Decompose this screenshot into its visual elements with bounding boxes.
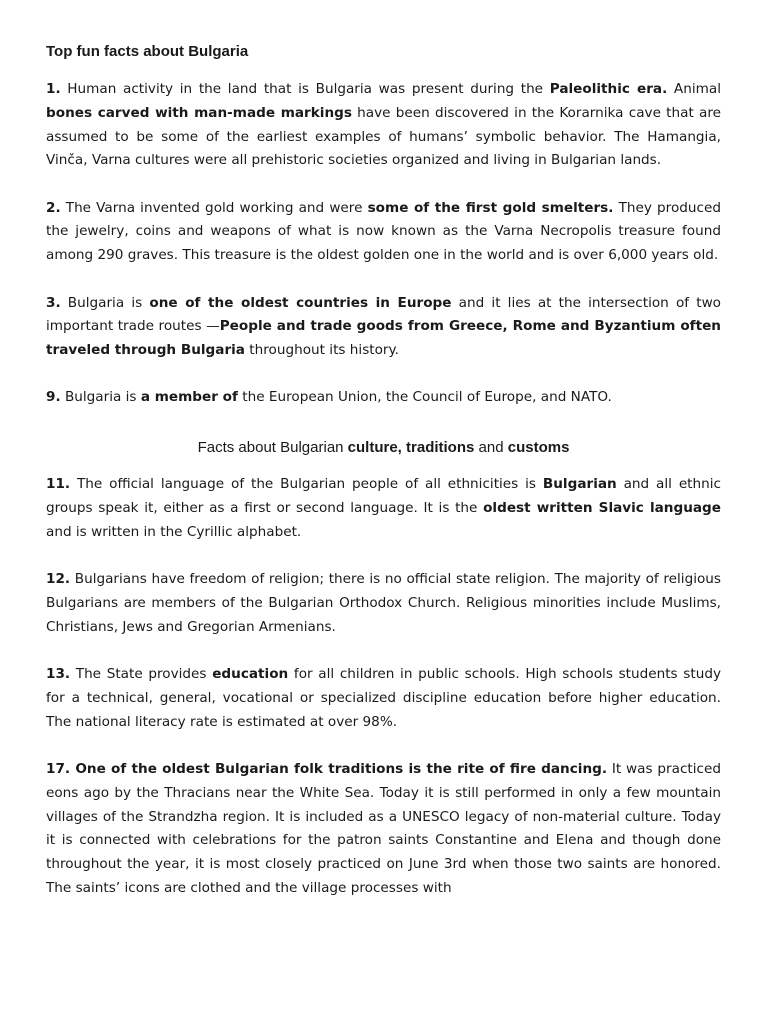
fact-text-bold: Bulgarian [542, 476, 617, 493]
section-heading [46, 436, 721, 460]
fact-text: have been discovered in the Korarnika cave that are assumed to be some of the earliest examples of humans’ symbolic behavior. The Hamangia, Vinča, Varna cultures were all prehistoric societies organized and living in Bulgarian lands. [46, 104, 721, 169]
fact-paragraph [46, 78, 721, 173]
section-heading-part: and [474, 439, 508, 457]
fact-number: 2. [46, 199, 61, 216]
fact-text-bold: education [212, 666, 289, 683]
fact-number: 17. [46, 760, 71, 777]
document-page [46, 40, 721, 924]
fact-number: 9. [46, 389, 61, 406]
fact-paragraph [46, 663, 721, 734]
fact-paragraph [46, 568, 721, 639]
fact-paragraph [46, 758, 721, 901]
fact-text: Human activity in the land that is Bulgaria was present during the [60, 81, 550, 97]
fact-text: and is written in the Cyrillic alphabet. [46, 523, 302, 540]
fact-paragraph [46, 386, 721, 410]
section-heading-part: customs [507, 439, 570, 457]
section-heading-part: Facts about Bulgarian [197, 439, 348, 457]
fact-text: They produced the jewelry, coins and weapons of what is now known as the Varna Necropolis treasure found among 290 graves. This treasure is the oldest golden one in the world and is over 6,000 years old. [46, 199, 722, 264]
section-heading-part: culture, traditions [347, 439, 475, 457]
fact-text: The Varna invented gold working and were [60, 199, 368, 216]
fact-text: The State provides [70, 666, 213, 683]
fact-text: Bulgarians have freedom of religion; there is no official state religion. The majority of religious Bulgarians are members of the Bulgarian Orthodox Church. Religious minorities include Muslims, Christians, Jews and Gregorian Armenians. [46, 571, 721, 635]
fact-text: and all ethnic groups speak it, either as a first or second language. It is the [46, 476, 721, 517]
fact-text-bold: a member of [140, 389, 238, 406]
fact-text: the European Union, the Council of Europe, and NATO. [237, 389, 612, 406]
fact-paragraph [46, 473, 721, 544]
fact-number: 12. [46, 571, 71, 588]
fact-text-bold: Paleolithic era. [549, 81, 668, 97]
culture-facts-list [46, 473, 721, 900]
fact-number: 3. [46, 294, 61, 311]
fact-text: Animal [667, 81, 721, 97]
fact-text-bold: People and trade goods from Greece, Rome and Byzantium often traveled through Bulgaria [46, 318, 721, 359]
fact-number: 1. [46, 81, 61, 97]
fact-text-bold: One of the oldest Bulgarian folk traditions is the rite of fire dancing. [70, 760, 608, 777]
fact-number: 11. [46, 476, 71, 493]
fact-text: The official language of the Bulgarian people of all ethnicities is [70, 476, 543, 493]
fact-paragraph [46, 292, 721, 363]
fact-text-bold: bones carved with man-made markings [46, 104, 352, 121]
fact-text: Bulgaria is [60, 294, 150, 311]
fact-text-bold: one of the oldest countries in Europe [149, 294, 452, 311]
document-title: Top fun facts about Bulgaria [46, 43, 249, 60]
fact-text-bold: oldest written Slavic language [483, 500, 721, 517]
fact-text: for all children in public schools. High schools students study for a technical, general, vocational or specialized discipline education before higher education. The national literacy rate is estimated at over 98%. [46, 666, 722, 730]
fact-number: 13. [46, 666, 71, 683]
fact-paragraph [46, 197, 721, 268]
fact-text: and it lies at the intersection of two important trade routes — [46, 294, 721, 335]
fact-text: Bulgaria is [60, 389, 141, 406]
fun-facts-list [46, 78, 721, 410]
fact-text: throughout its history. [244, 342, 399, 359]
fact-text-bold: some of the first gold smelters. [367, 199, 614, 216]
fact-text: It was practiced eons ago by the Thracians near the White Sea. Today it is still performed in only a few mountain villages of the Strandzha region. It is included as a UNESCO legacy of non-material culture. Today it is connected with celebrations for the patron saints Constantine and Elena and though done throughout the year, it is most closely practiced on June 3rd when those two saints are honored. The saints’ icons are clothed and the village processes with [46, 760, 721, 896]
